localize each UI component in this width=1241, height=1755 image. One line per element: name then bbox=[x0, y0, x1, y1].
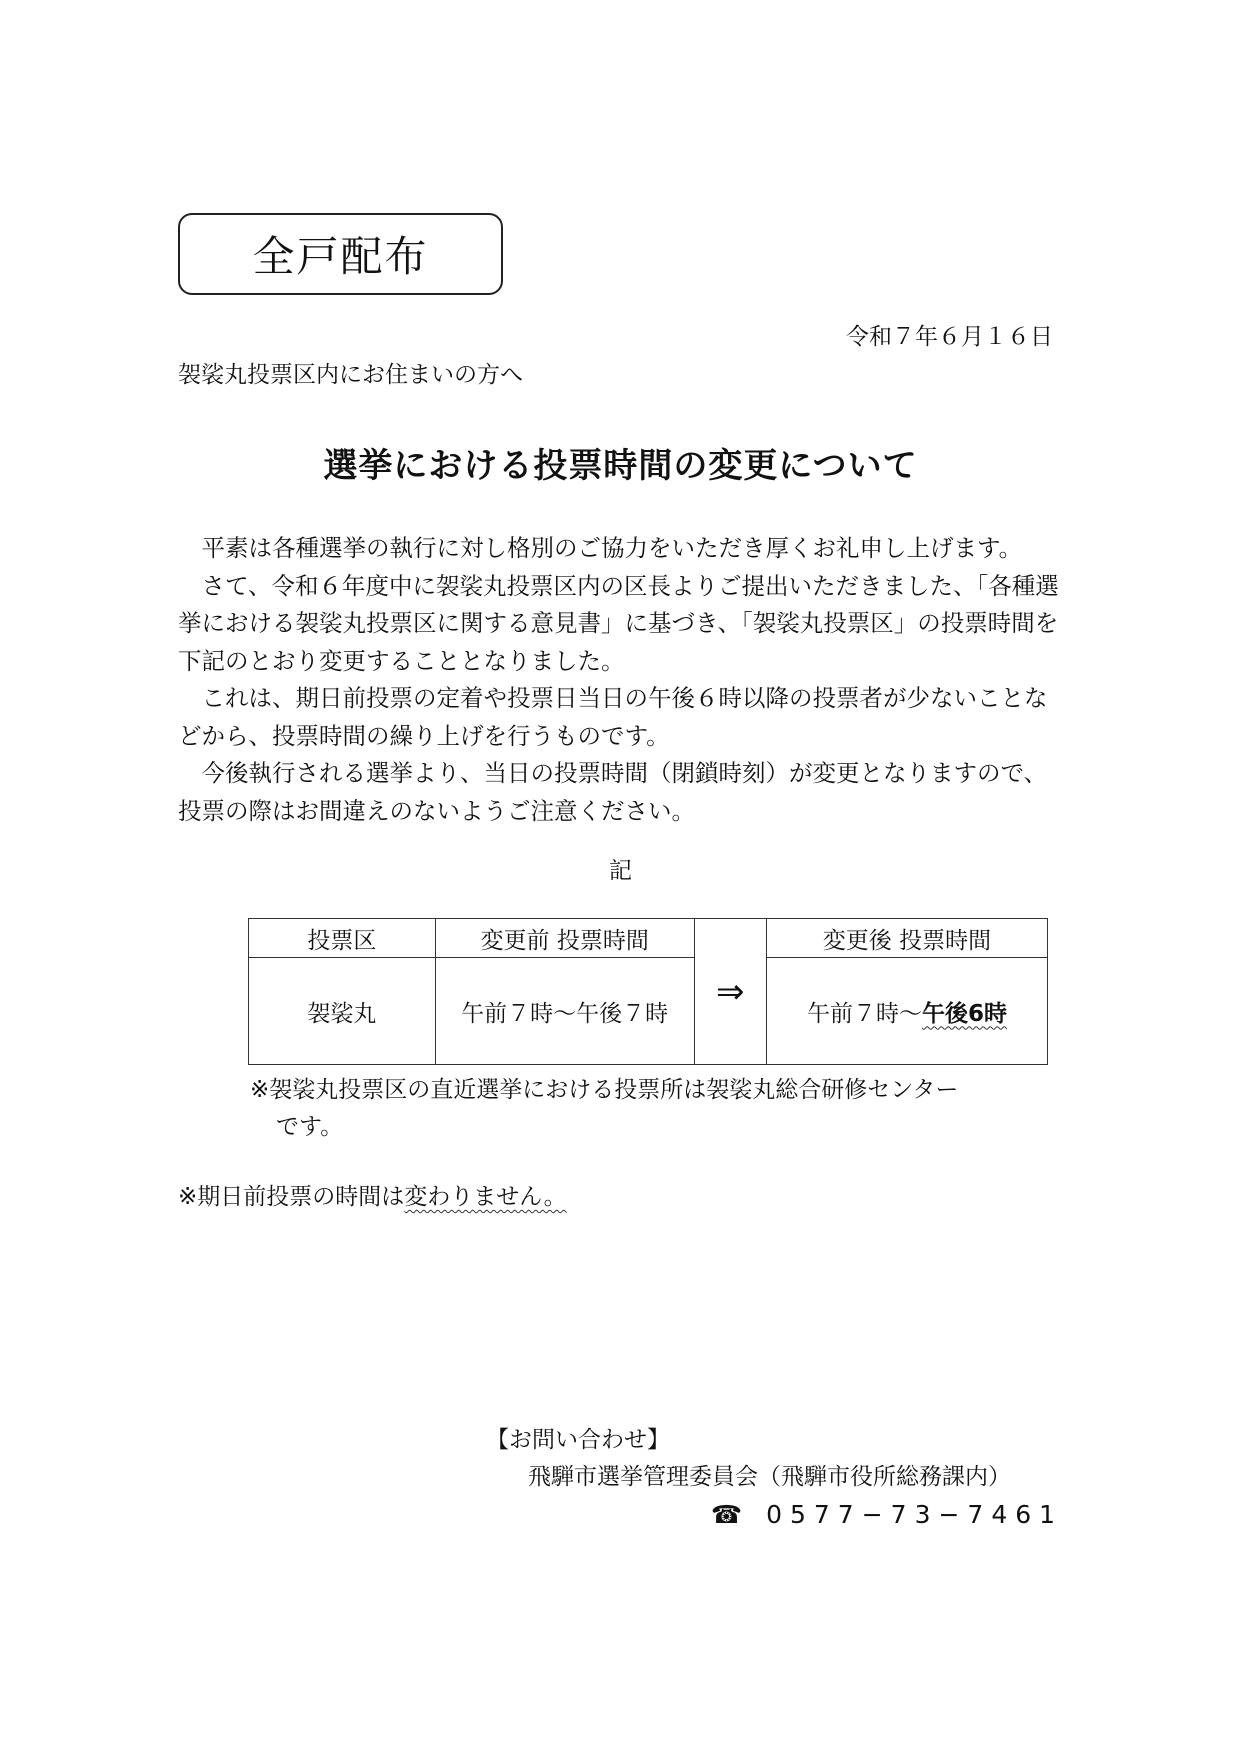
contact-heading: 【お問い合わせ】 bbox=[486, 1427, 670, 1453]
header-before: 変更前 投票時間 bbox=[435, 919, 694, 958]
distribution-badge: 全戸配布 bbox=[178, 213, 503, 295]
recipient-line: 袈裟丸投票区内にお住まいの方へ bbox=[178, 362, 523, 388]
table-header-row bbox=[249, 919, 1048, 958]
phone-number: 0577−73−7461 bbox=[766, 1500, 1064, 1529]
paragraph-background: さて、令和６年度中に袈裟丸投票区内の区長よりご提出いただきました、「各種選挙における袈裟丸投票区に関する意見書」に基づき、「袈裟丸投票区」の投票時間を下記のとおり変更することとなりました。 bbox=[178, 571, 1059, 675]
paragraph-greeting: 平素は各種選挙の執行に対し格別のご協力をいただき厚くお礼申し上げます。 bbox=[201, 534, 1023, 562]
cell-after-emphasis: 午後6時 bbox=[921, 1000, 1007, 1027]
early-voting-note-prefix: ※期日前投票の時間は bbox=[178, 1184, 405, 1210]
cell-before: 午前７時～午後７時 bbox=[435, 958, 694, 1065]
cell-after-prefix: 午前７時～ bbox=[806, 1000, 922, 1027]
polling-place-note-line1: ※袈裟丸投票区の直近選挙における投票所は袈裟丸総合研修センター bbox=[250, 1077, 959, 1103]
cell-district: 袈裟丸 bbox=[249, 958, 436, 1065]
cell-after bbox=[766, 958, 1047, 1065]
contact-block bbox=[486, 1422, 1063, 1533]
document-date: 令和７年６月１６日 bbox=[846, 324, 1053, 350]
paragraph-reason: これは、期日前投票の定着や投票日当日の午後６時以降の投票者が少ないことなどから、投票時間の繰り上げを行うものです。 bbox=[178, 684, 1048, 750]
voting-hours-table bbox=[248, 918, 1048, 1065]
header-after: 変更後 投票時間 bbox=[766, 919, 1047, 958]
header-district: 投票区 bbox=[249, 919, 436, 958]
ki-heading: 記 bbox=[609, 858, 632, 884]
arrow-icon: ⇒ bbox=[694, 919, 766, 1065]
polling-place-note-line2: です。 bbox=[276, 1114, 344, 1140]
early-voting-note-emphasis: 変わりません。 bbox=[404, 1184, 567, 1210]
body-text bbox=[178, 530, 1068, 830]
paragraph-notice: 今後執行される選挙より、当日の投票時間（閉鎖時刻）が変更となりますので、投票の際はお間違えのないようご注意ください。 bbox=[178, 759, 1048, 825]
early-voting-note bbox=[178, 1178, 567, 1211]
table-row bbox=[249, 958, 1048, 1065]
page-title: 選挙における投票時間の変更について bbox=[323, 446, 918, 486]
polling-place-note bbox=[250, 1072, 1050, 1146]
contact-org: 飛騨市選挙管理委員会（飛騨市役所総務課内） bbox=[528, 1464, 1011, 1490]
phone-icon: ☎ bbox=[711, 1500, 751, 1529]
contact-phone bbox=[486, 1496, 1063, 1533]
